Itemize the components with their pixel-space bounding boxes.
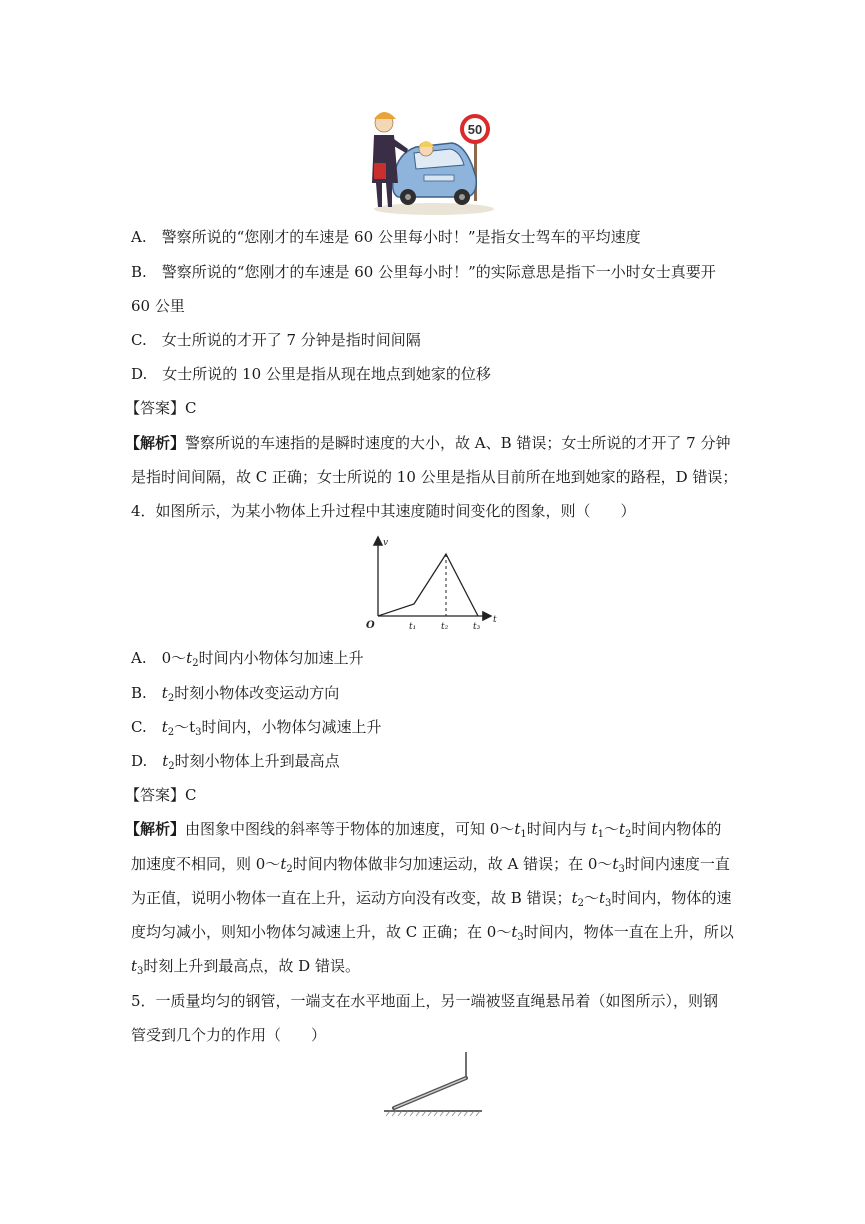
q4-answer (125, 785, 197, 805)
q3-option-a: A. 警察所说的“您刚才的车速是 60 公里每小时！”是指女士驾车的平均速度 (131, 228, 641, 246)
q4-option-d: D. $t_2$时刻小物体上升到最高点 (131, 752, 340, 772)
q3-analysis-line-2: 是指时间间隔，故 C 正确；女士所说的 10 公里是指从目前所在地到她家的路程，D 错误； (131, 468, 738, 486)
answer-label: 【答案】 (125, 399, 186, 417)
velocity-time-graph (362, 532, 502, 636)
q4-analysis-line-3: 为正值，说明小物体一直在上升，运动方向没有改变，故 B 错误；$t_2\sim t_3$时间内，物体的速 (131, 889, 732, 909)
q5-stem-line-1: 5．一质量均匀的钢管，一端支在水平地面上，另一端被竖直绳悬吊着（如图所示），则钢 (131, 992, 719, 1010)
t-axis-label: t (493, 615, 497, 625)
q5-stem-line-2: 管受到几个力的作用（ ） (131, 1026, 327, 1044)
speed-sign-text: 50 (467, 122, 483, 137)
q4-analysis-line-1: 【解析】由图象中图线的斜率等于物体的加速度，可知 $0\sim t_1$时间内与 $t_1\sim t_2$时间内物体的 (125, 820, 722, 840)
q3-option-b: B. 警察所说的“您刚才的车速是 60 公里每小时！”的实际意思是指下一小时女士真要开 (131, 263, 716, 281)
q4-analysis-line-2: 加速度不相同，则 $0\sim t_2$时间内物体做非匀加速运动，故 A 错误；在 $0\sim t_3$时间内速度一直 (131, 855, 730, 875)
q4-analysis-line-5: $t_3$时刻上升到最高点，故 D 错误。 (131, 957, 360, 977)
q4-option-c: C. $t_2\sim t_3$时间内，小物体匀减速上升 (131, 718, 382, 738)
q3-analysis-line-1 (125, 433, 731, 453)
analysis-label: 【解析】 (125, 820, 186, 838)
answer-value: C (185, 786, 197, 804)
q4-option-b: B. $t_2$时刻小物体改变运动方向 (131, 684, 340, 704)
t3-label: t₃ (473, 622, 481, 632)
t2-label: t₂ (441, 622, 449, 632)
analysis-label: 【解析】 (125, 434, 186, 452)
traffic-police-illustration (364, 105, 494, 217)
q3-option-d: D. 女士所说的 10 公里是指从现在地点到她家的位移 (131, 365, 491, 383)
q4-analysis-line-4: 度均匀减小，则知小物体匀减速上升，故 C 正确；在 $0\sim t_3$时间内，物体一直在上升，所以 (131, 923, 734, 943)
answer-label: 【答案】 (125, 786, 186, 804)
q3-option-b-cont: 60 公里 (131, 297, 185, 315)
velocity-curve (378, 554, 478, 616)
q3-option-c: C. 女士所说的才开了 7 分钟是指时间间隔 (131, 331, 421, 349)
t1-label: t₁ (409, 622, 417, 632)
analysis-text: 警察所说的车速指的是瞬时速度的大小，故 A、B 错误；女士所说的才开了 7 分钟 (185, 434, 731, 452)
v-axis-label: v (383, 538, 389, 548)
q4-stem: 4．如图所示，为某小物体上升过程中其速度随时间变化的图象，则（ ） (131, 502, 636, 520)
answer-value: C (185, 399, 197, 417)
q3-answer (125, 398, 197, 418)
origin-label: O (366, 620, 375, 631)
steel-pipe-figure (380, 1050, 484, 1118)
q4-option-a: A. $0\sim t_2$时间内小物体匀加速上升 (131, 649, 364, 669)
